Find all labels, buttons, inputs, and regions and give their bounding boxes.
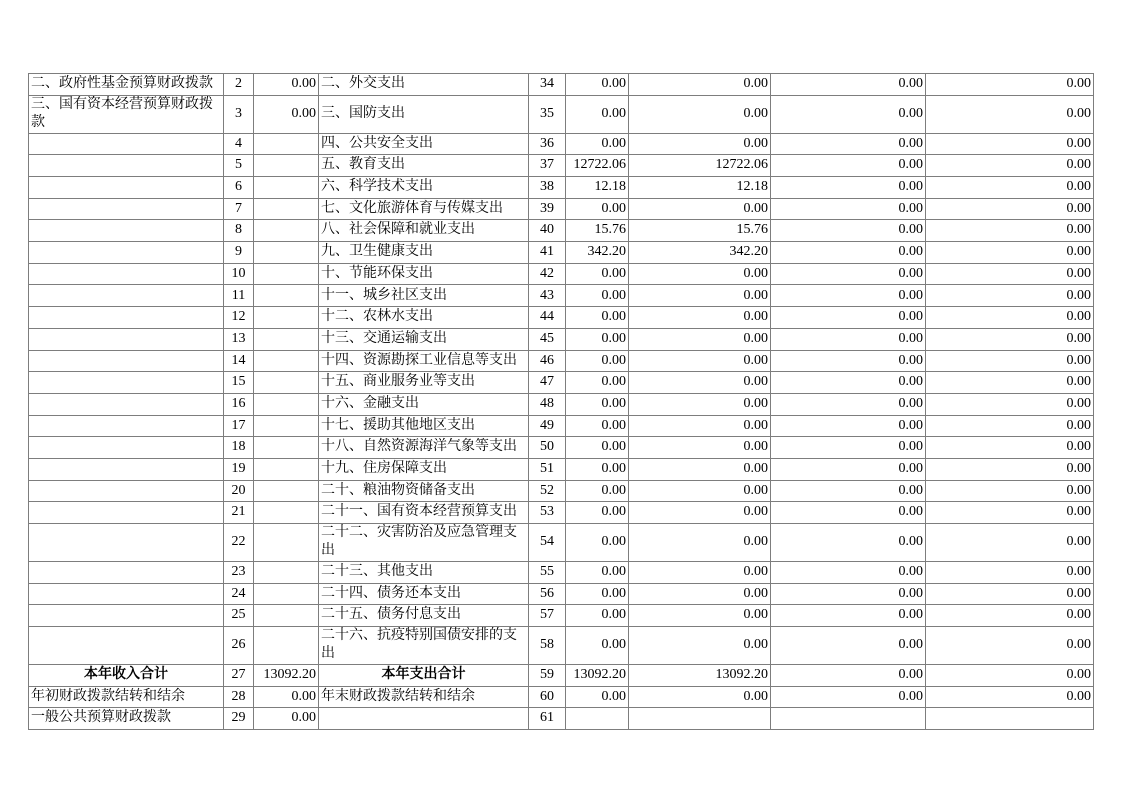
expense-amount-cell-4: 0.00 bbox=[926, 524, 1094, 562]
expense-amount-cell-3: 0.00 bbox=[771, 220, 926, 242]
table-row bbox=[29, 393, 1094, 415]
expense-amount-cell-3: 0.00 bbox=[771, 480, 926, 502]
income-item-cell: 一般公共预算财政拨款 bbox=[29, 708, 224, 730]
expense-amount-cell-3: 0.00 bbox=[771, 242, 926, 264]
expense-item-cell: 三、国防支出 bbox=[319, 95, 529, 133]
expense-amount-cell-2: 0.00 bbox=[629, 605, 771, 627]
income-item-cell bbox=[29, 627, 224, 665]
expense-amount-cell-3: 0.00 bbox=[771, 177, 926, 199]
income-line-number-cell: 8 bbox=[224, 220, 254, 242]
income-line-number-cell: 17 bbox=[224, 415, 254, 437]
expense-amount-cell-1: 0.00 bbox=[566, 393, 629, 415]
expense-amount-cell-4: 0.00 bbox=[926, 561, 1094, 583]
table-row bbox=[29, 242, 1094, 264]
expense-amount-cell-1: 0.00 bbox=[566, 583, 629, 605]
income-line-number-cell: 3 bbox=[224, 95, 254, 133]
income-amount-cell bbox=[254, 502, 319, 524]
income-line-number-cell: 6 bbox=[224, 177, 254, 199]
table-row bbox=[29, 605, 1094, 627]
expense-amount-cell-3: 0.00 bbox=[771, 437, 926, 459]
expense-amount-cell-2: 0.00 bbox=[629, 480, 771, 502]
income-amount-cell bbox=[254, 372, 319, 394]
table-row bbox=[29, 263, 1094, 285]
income-item-cell bbox=[29, 307, 224, 329]
income-item-cell bbox=[29, 458, 224, 480]
income-item-cell bbox=[29, 583, 224, 605]
expense-amount-cell-2: 0.00 bbox=[629, 74, 771, 96]
expense-amount-cell-4: 0.00 bbox=[926, 133, 1094, 155]
expense-amount-cell-4: 0.00 bbox=[926, 285, 1094, 307]
expense-amount-cell-3: 0.00 bbox=[771, 198, 926, 220]
income-item-cell: 三、国有资本经营预算财政拨款 bbox=[29, 95, 224, 133]
income-amount-cell bbox=[254, 583, 319, 605]
expense-amount-cell-2: 13092.20 bbox=[629, 664, 771, 686]
expense-amount-cell-2: 0.00 bbox=[629, 198, 771, 220]
income-line-number-cell: 19 bbox=[224, 458, 254, 480]
expense-amount-cell-1: 0.00 bbox=[566, 263, 629, 285]
expense-amount-cell-3: 0.00 bbox=[771, 605, 926, 627]
income-amount-cell bbox=[254, 242, 319, 264]
expense-amount-cell-2: 0.00 bbox=[629, 328, 771, 350]
expense-item-cell: 十二、农林水支出 bbox=[319, 307, 529, 329]
expense-amount-cell-4: 0.00 bbox=[926, 350, 1094, 372]
income-line-number-cell: 14 bbox=[224, 350, 254, 372]
expense-amount-cell-1: 0.00 bbox=[566, 198, 629, 220]
expense-line-number-cell: 51 bbox=[529, 458, 566, 480]
income-item-cell bbox=[29, 263, 224, 285]
expense-amount-cell-3: 0.00 bbox=[771, 285, 926, 307]
expense-amount-cell-2: 0.00 bbox=[629, 285, 771, 307]
table-row bbox=[29, 686, 1094, 708]
expense-amount-cell-2: 0.00 bbox=[629, 458, 771, 480]
expense-amount-cell-1: 0.00 bbox=[566, 686, 629, 708]
expense-line-number-cell: 43 bbox=[529, 285, 566, 307]
expense-amount-cell-4: 0.00 bbox=[926, 458, 1094, 480]
expense-line-number-cell: 55 bbox=[529, 561, 566, 583]
table-row bbox=[29, 74, 1094, 96]
budget-table-body bbox=[29, 74, 1094, 730]
expense-amount-cell-1: 12.18 bbox=[566, 177, 629, 199]
expense-line-number-cell: 34 bbox=[529, 74, 566, 96]
income-amount-cell bbox=[254, 177, 319, 199]
expense-item-cell: 十三、交通运输支出 bbox=[319, 328, 529, 350]
income-amount-cell bbox=[254, 220, 319, 242]
income-amount-cell bbox=[254, 415, 319, 437]
expense-amount-cell-1: 0.00 bbox=[566, 307, 629, 329]
table-row bbox=[29, 437, 1094, 459]
income-amount-cell: 13092.20 bbox=[254, 664, 319, 686]
table-row bbox=[29, 458, 1094, 480]
expense-amount-cell-1: 0.00 bbox=[566, 415, 629, 437]
income-item-cell: 年初财政拨款结转和结余 bbox=[29, 686, 224, 708]
income-line-number-cell: 22 bbox=[224, 524, 254, 562]
income-item-cell bbox=[29, 480, 224, 502]
income-line-number-cell: 2 bbox=[224, 74, 254, 96]
expense-item-cell: 二十四、债务还本支出 bbox=[319, 583, 529, 605]
income-amount-cell bbox=[254, 328, 319, 350]
expense-amount-cell-1: 0.00 bbox=[566, 74, 629, 96]
expense-amount-cell-3: 0.00 bbox=[771, 583, 926, 605]
expense-item-cell: 年末财政拨款结转和结余 bbox=[319, 686, 529, 708]
income-line-number-cell: 15 bbox=[224, 372, 254, 394]
expense-line-number-cell: 52 bbox=[529, 480, 566, 502]
table-row bbox=[29, 177, 1094, 199]
income-amount-cell: 0.00 bbox=[254, 95, 319, 133]
expense-item-cell: 十、节能环保支出 bbox=[319, 263, 529, 285]
expense-line-number-cell: 50 bbox=[529, 437, 566, 459]
income-item-cell bbox=[29, 177, 224, 199]
table-row bbox=[29, 350, 1094, 372]
expense-amount-cell-4: 0.00 bbox=[926, 502, 1094, 524]
expense-line-number-cell: 56 bbox=[529, 583, 566, 605]
expense-amount-cell-4: 0.00 bbox=[926, 437, 1094, 459]
expense-amount-cell-3: 0.00 bbox=[771, 686, 926, 708]
income-item-cell bbox=[29, 220, 224, 242]
expense-amount-cell-1: 0.00 bbox=[566, 437, 629, 459]
expense-amount-cell-2: 0.00 bbox=[629, 95, 771, 133]
expense-amount-cell-4: 0.00 bbox=[926, 328, 1094, 350]
expense-amount-cell-1: 0.00 bbox=[566, 561, 629, 583]
expense-item-cell: 二十三、其他支出 bbox=[319, 561, 529, 583]
expense-amount-cell-1: 0.00 bbox=[566, 328, 629, 350]
expense-amount-cell-3: 0.00 bbox=[771, 307, 926, 329]
expense-amount-cell-2: 12.18 bbox=[629, 177, 771, 199]
income-line-number-cell: 18 bbox=[224, 437, 254, 459]
expense-item-cell: 十六、金融支出 bbox=[319, 393, 529, 415]
expense-line-number-cell: 42 bbox=[529, 263, 566, 285]
expense-line-number-cell: 54 bbox=[529, 524, 566, 562]
expense-amount-cell-2 bbox=[629, 708, 771, 730]
expense-line-number-cell: 58 bbox=[529, 627, 566, 665]
income-amount-cell bbox=[254, 458, 319, 480]
expense-amount-cell-1: 0.00 bbox=[566, 372, 629, 394]
income-amount-cell bbox=[254, 155, 319, 177]
expense-amount-cell-1: 342.20 bbox=[566, 242, 629, 264]
table-row bbox=[29, 198, 1094, 220]
expense-item-cell: 四、公共安全支出 bbox=[319, 133, 529, 155]
expense-amount-cell-1: 13092.20 bbox=[566, 664, 629, 686]
income-line-number-cell: 7 bbox=[224, 198, 254, 220]
expense-amount-cell-3: 0.00 bbox=[771, 502, 926, 524]
expense-item-cell: 本年支出合计 bbox=[319, 664, 529, 686]
expense-item-cell: 十九、住房保障支出 bbox=[319, 458, 529, 480]
income-amount-cell bbox=[254, 133, 319, 155]
income-line-number-cell: 5 bbox=[224, 155, 254, 177]
income-item-cell bbox=[29, 415, 224, 437]
expense-item-cell: 二十二、灾害防治及应急管理支出 bbox=[319, 524, 529, 562]
expense-line-number-cell: 48 bbox=[529, 393, 566, 415]
expense-line-number-cell: 36 bbox=[529, 133, 566, 155]
expense-amount-cell-2: 15.76 bbox=[629, 220, 771, 242]
expense-amount-cell-1: 0.00 bbox=[566, 627, 629, 665]
expense-line-number-cell: 59 bbox=[529, 664, 566, 686]
expense-amount-cell-2: 12722.06 bbox=[629, 155, 771, 177]
expense-amount-cell-3: 0.00 bbox=[771, 664, 926, 686]
expense-line-number-cell: 60 bbox=[529, 686, 566, 708]
expense-amount-cell-1: 0.00 bbox=[566, 480, 629, 502]
expense-line-number-cell: 40 bbox=[529, 220, 566, 242]
expense-item-cell: 九、卫生健康支出 bbox=[319, 242, 529, 264]
expense-amount-cell-1: 0.00 bbox=[566, 502, 629, 524]
income-line-number-cell: 28 bbox=[224, 686, 254, 708]
income-item-cell bbox=[29, 242, 224, 264]
income-amount-cell: 0.00 bbox=[254, 74, 319, 96]
expense-amount-cell-4: 0.00 bbox=[926, 263, 1094, 285]
income-line-number-cell: 26 bbox=[224, 627, 254, 665]
expense-amount-cell-2: 0.00 bbox=[629, 583, 771, 605]
income-item-cell bbox=[29, 155, 224, 177]
income-line-number-cell: 4 bbox=[224, 133, 254, 155]
income-line-number-cell: 16 bbox=[224, 393, 254, 415]
income-item-cell bbox=[29, 350, 224, 372]
income-item-cell bbox=[29, 372, 224, 394]
expense-item-cell: 二十、粮油物资储备支出 bbox=[319, 480, 529, 502]
table-row bbox=[29, 480, 1094, 502]
expense-amount-cell-4: 0.00 bbox=[926, 583, 1094, 605]
table-row bbox=[29, 220, 1094, 242]
expense-line-number-cell: 49 bbox=[529, 415, 566, 437]
table-row bbox=[29, 372, 1094, 394]
income-item-cell bbox=[29, 285, 224, 307]
table-row bbox=[29, 285, 1094, 307]
expense-amount-cell-4: 0.00 bbox=[926, 242, 1094, 264]
income-item-cell bbox=[29, 524, 224, 562]
income-line-number-cell: 20 bbox=[224, 480, 254, 502]
income-line-number-cell: 11 bbox=[224, 285, 254, 307]
expense-item-cell: 二十一、国有资本经营预算支出 bbox=[319, 502, 529, 524]
table-row bbox=[29, 708, 1094, 730]
expense-amount-cell-4 bbox=[926, 708, 1094, 730]
expense-amount-cell-2: 342.20 bbox=[629, 242, 771, 264]
income-line-number-cell: 23 bbox=[224, 561, 254, 583]
expense-amount-cell-3: 0.00 bbox=[771, 133, 926, 155]
expense-line-number-cell: 35 bbox=[529, 95, 566, 133]
table-row bbox=[29, 328, 1094, 350]
table-row bbox=[29, 583, 1094, 605]
expense-amount-cell-4: 0.00 bbox=[926, 220, 1094, 242]
budget-table bbox=[28, 73, 1094, 730]
income-amount-cell bbox=[254, 605, 319, 627]
expense-amount-cell-1: 0.00 bbox=[566, 285, 629, 307]
income-amount-cell bbox=[254, 524, 319, 562]
income-line-number-cell: 29 bbox=[224, 708, 254, 730]
expense-amount-cell-3: 0.00 bbox=[771, 561, 926, 583]
expense-item-cell: 十八、自然资源海洋气象等支出 bbox=[319, 437, 529, 459]
expense-line-number-cell: 38 bbox=[529, 177, 566, 199]
expense-amount-cell-1: 0.00 bbox=[566, 458, 629, 480]
table-row bbox=[29, 561, 1094, 583]
expense-amount-cell-4: 0.00 bbox=[926, 605, 1094, 627]
expense-line-number-cell: 61 bbox=[529, 708, 566, 730]
income-amount-cell bbox=[254, 307, 319, 329]
income-line-number-cell: 9 bbox=[224, 242, 254, 264]
income-item-cell bbox=[29, 605, 224, 627]
expense-amount-cell-3: 0.00 bbox=[771, 627, 926, 665]
expense-amount-cell-4: 0.00 bbox=[926, 198, 1094, 220]
table-row bbox=[29, 133, 1094, 155]
expense-amount-cell-1 bbox=[566, 708, 629, 730]
expense-amount-cell-1: 0.00 bbox=[566, 524, 629, 562]
income-line-number-cell: 24 bbox=[224, 583, 254, 605]
income-item-cell bbox=[29, 393, 224, 415]
table-row bbox=[29, 415, 1094, 437]
expense-line-number-cell: 57 bbox=[529, 605, 566, 627]
expense-amount-cell-4: 0.00 bbox=[926, 627, 1094, 665]
expense-item-cell: 七、文化旅游体育与传媒支出 bbox=[319, 198, 529, 220]
expense-amount-cell-1: 0.00 bbox=[566, 133, 629, 155]
expense-amount-cell-2: 0.00 bbox=[629, 133, 771, 155]
income-line-number-cell: 27 bbox=[224, 664, 254, 686]
expense-amount-cell-3: 0.00 bbox=[771, 524, 926, 562]
table-row bbox=[29, 524, 1094, 562]
expense-amount-cell-4: 0.00 bbox=[926, 393, 1094, 415]
expense-item-cell: 五、教育支出 bbox=[319, 155, 529, 177]
income-amount-cell bbox=[254, 198, 319, 220]
expense-item-cell: 十四、资源勘探工业信息等支出 bbox=[319, 350, 529, 372]
expense-amount-cell-4: 0.00 bbox=[926, 155, 1094, 177]
income-amount-cell bbox=[254, 627, 319, 665]
table-row bbox=[29, 664, 1094, 686]
expense-amount-cell-3: 0.00 bbox=[771, 350, 926, 372]
income-amount-cell bbox=[254, 263, 319, 285]
expense-amount-cell-3: 0.00 bbox=[771, 155, 926, 177]
expense-amount-cell-2: 0.00 bbox=[629, 393, 771, 415]
expense-item-cell: 十五、商业服务业等支出 bbox=[319, 372, 529, 394]
table-row bbox=[29, 627, 1094, 665]
expense-amount-cell-1: 0.00 bbox=[566, 605, 629, 627]
expense-item-cell: 十一、城乡社区支出 bbox=[319, 285, 529, 307]
expense-amount-cell-2: 0.00 bbox=[629, 502, 771, 524]
income-amount-cell bbox=[254, 393, 319, 415]
income-item-cell bbox=[29, 502, 224, 524]
expense-amount-cell-3: 0.00 bbox=[771, 74, 926, 96]
expense-amount-cell-1: 12722.06 bbox=[566, 155, 629, 177]
income-amount-cell bbox=[254, 285, 319, 307]
expense-line-number-cell: 53 bbox=[529, 502, 566, 524]
expense-item-cell: 十七、援助其他地区支出 bbox=[319, 415, 529, 437]
expense-amount-cell-2: 0.00 bbox=[629, 437, 771, 459]
expense-amount-cell-3: 0.00 bbox=[771, 458, 926, 480]
expense-item-cell: 二、外交支出 bbox=[319, 74, 529, 96]
expense-amount-cell-4: 0.00 bbox=[926, 415, 1094, 437]
expense-amount-cell-3: 0.00 bbox=[771, 263, 926, 285]
income-item-cell: 本年收入合计 bbox=[29, 664, 224, 686]
expense-amount-cell-1: 0.00 bbox=[566, 95, 629, 133]
expense-line-number-cell: 47 bbox=[529, 372, 566, 394]
income-line-number-cell: 12 bbox=[224, 307, 254, 329]
expense-amount-cell-3 bbox=[771, 708, 926, 730]
expense-line-number-cell: 41 bbox=[529, 242, 566, 264]
expense-amount-cell-1: 0.00 bbox=[566, 350, 629, 372]
income-amount-cell: 0.00 bbox=[254, 686, 319, 708]
income-amount-cell: 0.00 bbox=[254, 708, 319, 730]
table-row bbox=[29, 95, 1094, 133]
expense-item-cell: 二十五、债务付息支出 bbox=[319, 605, 529, 627]
income-line-number-cell: 10 bbox=[224, 263, 254, 285]
expense-amount-cell-3: 0.00 bbox=[771, 328, 926, 350]
expense-amount-cell-1: 15.76 bbox=[566, 220, 629, 242]
expense-item-cell: 八、社会保障和就业支出 bbox=[319, 220, 529, 242]
expense-line-number-cell: 45 bbox=[529, 328, 566, 350]
expense-line-number-cell: 39 bbox=[529, 198, 566, 220]
income-item-cell: 二、政府性基金预算财政拨款 bbox=[29, 74, 224, 96]
expense-amount-cell-2: 0.00 bbox=[629, 372, 771, 394]
expense-amount-cell-4: 0.00 bbox=[926, 74, 1094, 96]
expense-line-number-cell: 37 bbox=[529, 155, 566, 177]
expense-amount-cell-3: 0.00 bbox=[771, 415, 926, 437]
expense-amount-cell-2: 0.00 bbox=[629, 263, 771, 285]
expense-amount-cell-4: 0.00 bbox=[926, 686, 1094, 708]
expense-item-cell bbox=[319, 708, 529, 730]
expense-amount-cell-4: 0.00 bbox=[926, 372, 1094, 394]
income-item-cell bbox=[29, 133, 224, 155]
expense-line-number-cell: 46 bbox=[529, 350, 566, 372]
expense-amount-cell-4: 0.00 bbox=[926, 307, 1094, 329]
income-item-cell bbox=[29, 198, 224, 220]
income-line-number-cell: 21 bbox=[224, 502, 254, 524]
income-amount-cell bbox=[254, 561, 319, 583]
income-amount-cell bbox=[254, 480, 319, 502]
expense-amount-cell-3: 0.00 bbox=[771, 372, 926, 394]
expense-amount-cell-4: 0.00 bbox=[926, 480, 1094, 502]
expense-amount-cell-4: 0.00 bbox=[926, 664, 1094, 686]
expense-amount-cell-2: 0.00 bbox=[629, 561, 771, 583]
income-item-cell bbox=[29, 437, 224, 459]
expense-amount-cell-3: 0.00 bbox=[771, 95, 926, 133]
income-amount-cell bbox=[254, 437, 319, 459]
expense-line-number-cell: 44 bbox=[529, 307, 566, 329]
expense-amount-cell-3: 0.00 bbox=[771, 393, 926, 415]
expense-item-cell: 二十六、抗疫特别国债安排的支出 bbox=[319, 627, 529, 665]
expense-item-cell: 六、科学技术支出 bbox=[319, 177, 529, 199]
expense-amount-cell-2: 0.00 bbox=[629, 350, 771, 372]
expense-amount-cell-4: 0.00 bbox=[926, 95, 1094, 133]
expense-amount-cell-2: 0.00 bbox=[629, 627, 771, 665]
expense-amount-cell-2: 0.00 bbox=[629, 686, 771, 708]
expense-amount-cell-2: 0.00 bbox=[629, 415, 771, 437]
table-row bbox=[29, 502, 1094, 524]
table-row bbox=[29, 155, 1094, 177]
income-line-number-cell: 13 bbox=[224, 328, 254, 350]
income-amount-cell bbox=[254, 350, 319, 372]
expense-amount-cell-2: 0.00 bbox=[629, 524, 771, 562]
table-row bbox=[29, 307, 1094, 329]
income-line-number-cell: 25 bbox=[224, 605, 254, 627]
expense-amount-cell-4: 0.00 bbox=[926, 177, 1094, 199]
income-item-cell bbox=[29, 328, 224, 350]
income-item-cell bbox=[29, 561, 224, 583]
expense-amount-cell-2: 0.00 bbox=[629, 307, 771, 329]
